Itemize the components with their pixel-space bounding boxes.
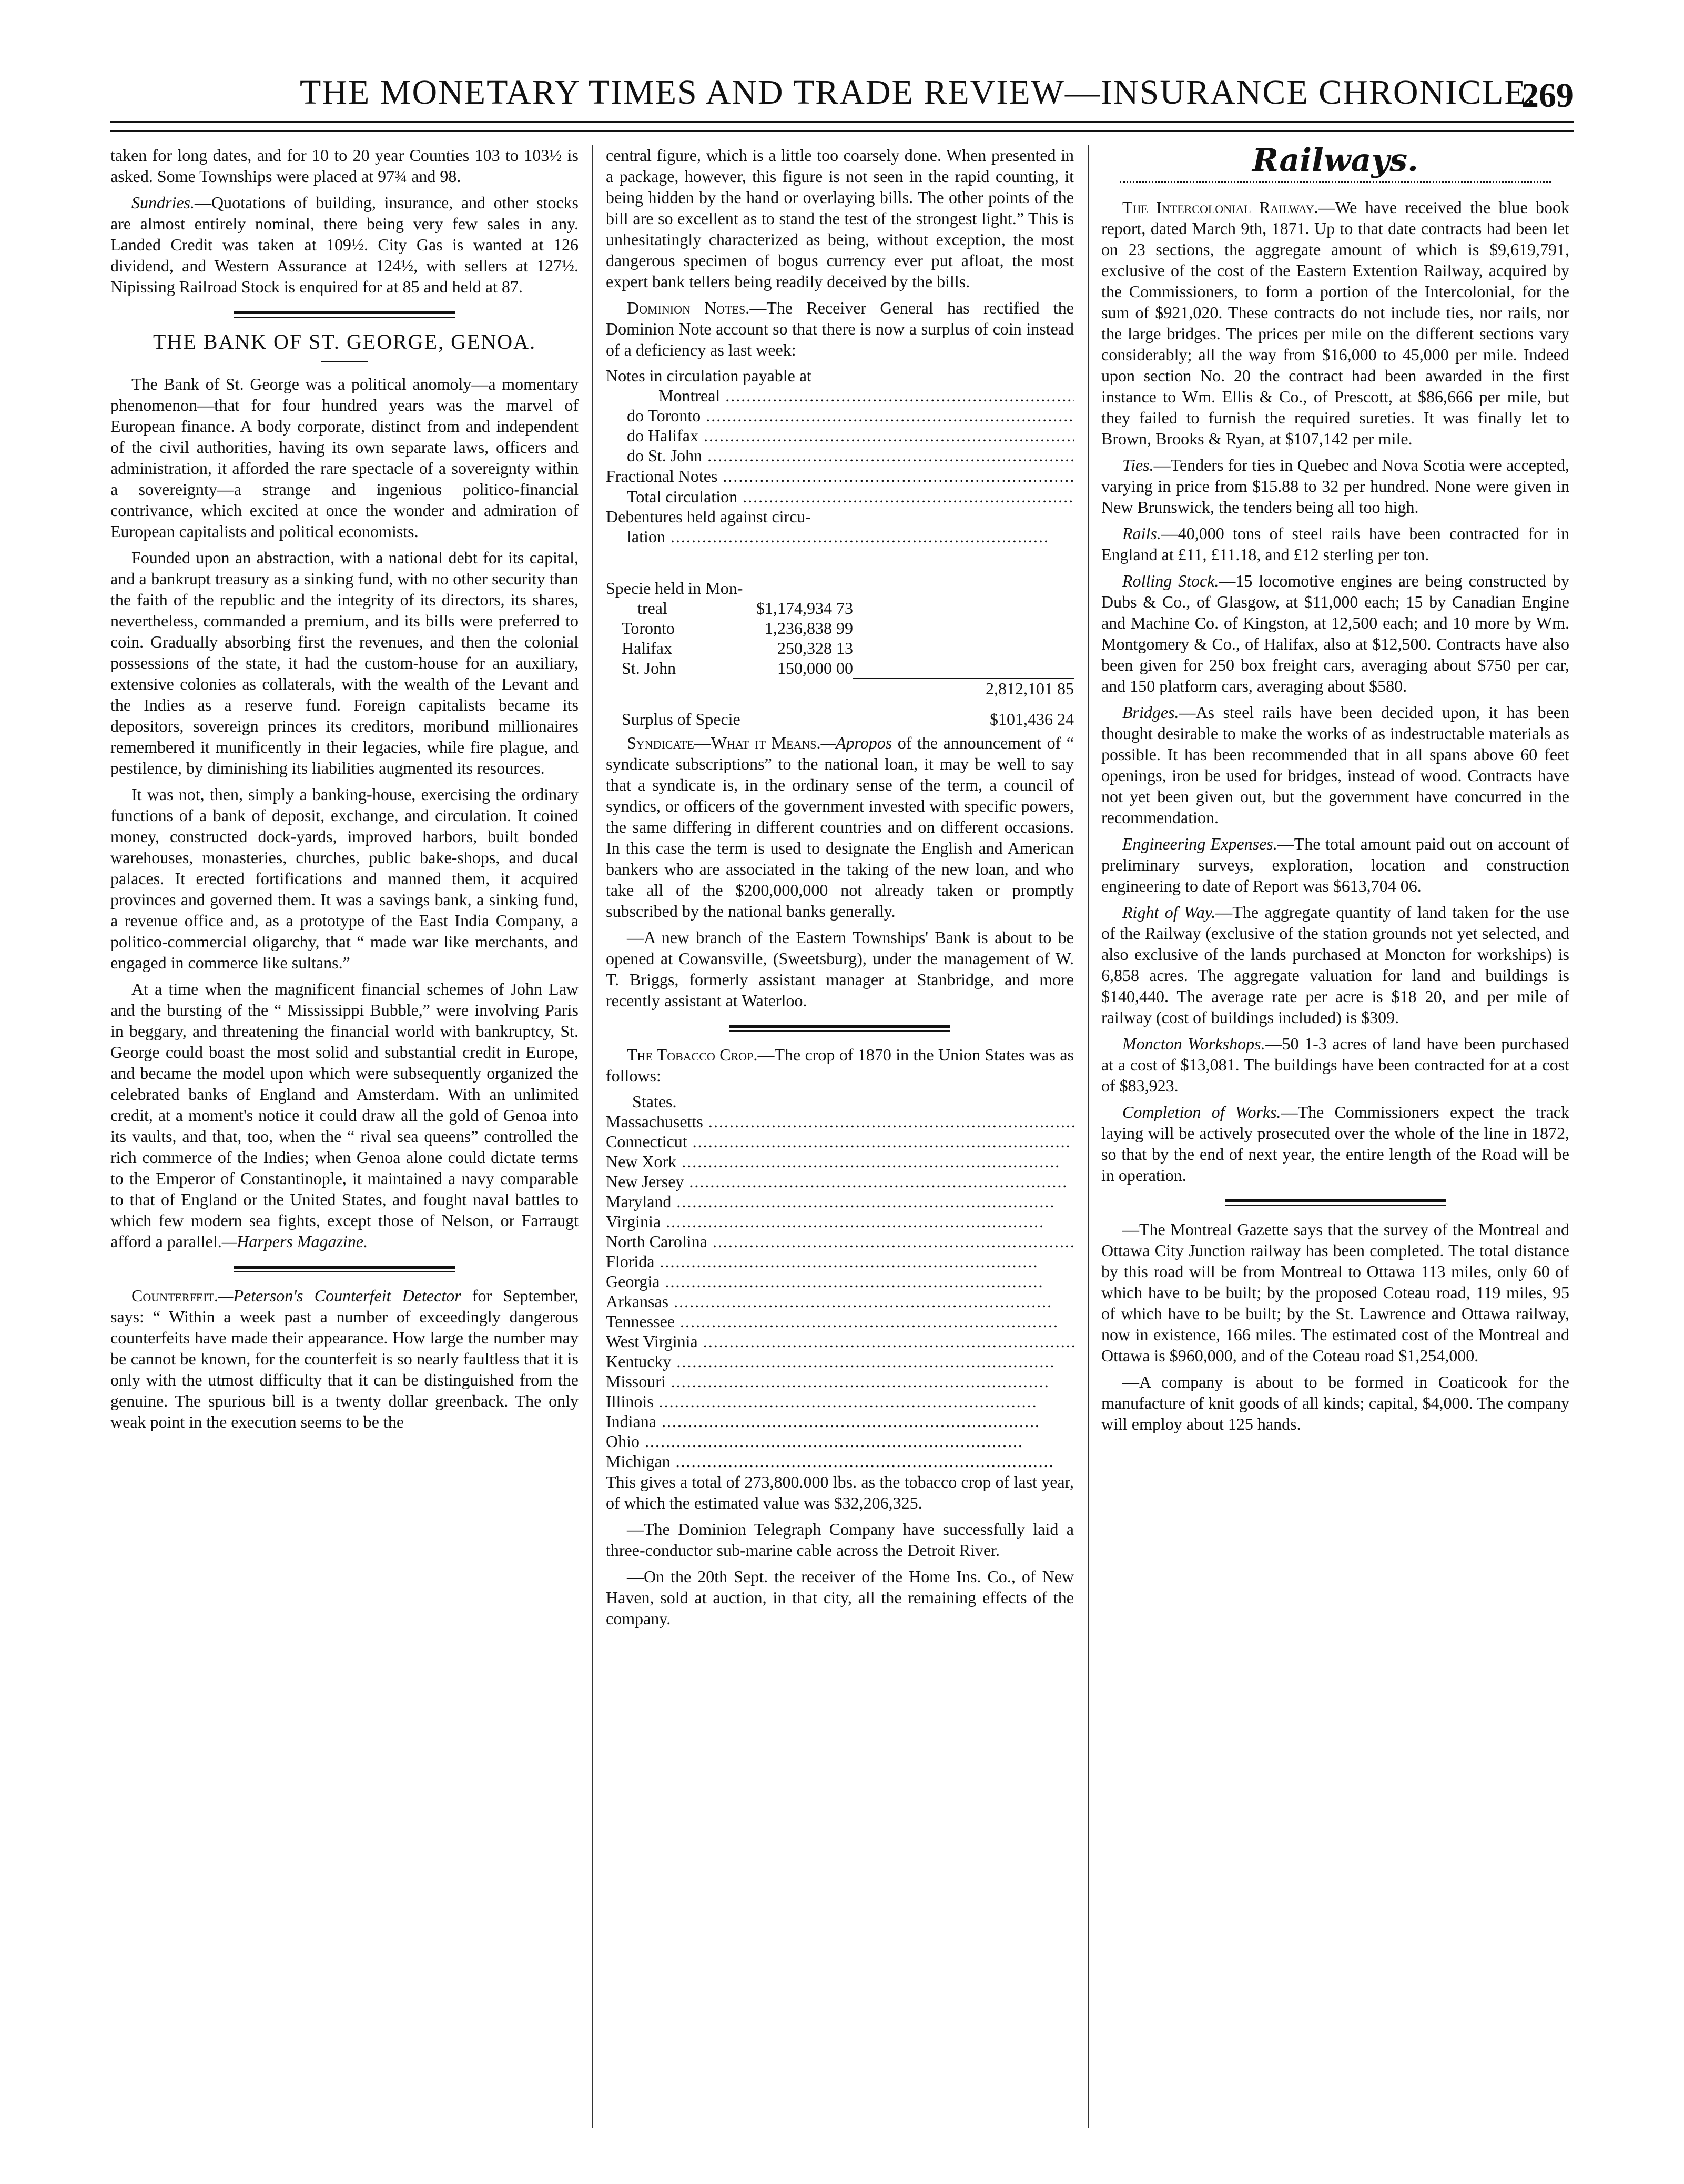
row-value: 1,236,838 99: [765, 619, 853, 638]
table-row: [606, 1291, 1074, 1311]
column-3: [1101, 145, 1569, 2128]
bank-paragraph-4-text: At a time when the magnificent financial schemes of John Law and the bursting of the “ Mississippi Bubble,” were involving Paris in beggary, and threatening the financial world with bankruptcy, St. George could boast the most solid and substantial credit in Europe, and became the model upon which were subsequently organized the celebrated banks of England and Amsterdam. With an unlimited credit, at a moment's notice it could draw all the gold of Genoa into its vaults, and that, too, when the “ rival sea queens” controlled the rich commerce of the Indies; when Genoa alone could dictate terms to the Emperor of Constantinople, it maintained a navy comparable to that of England or the United States, and fought naval battles to which few modern sea fights, except those of Nelson, or Farraugt afford a parallel.: [110, 979, 579, 1251]
row-value: 2,812,101 85: [853, 678, 1074, 699]
row-label: Montreal: [658, 386, 721, 405]
table-row: [606, 709, 1074, 729]
notes-header: Notes in circulation payable at: [606, 366, 811, 385]
section-rule: [729, 1025, 950, 1032]
column-1: [110, 145, 579, 2128]
table-row: [606, 527, 1074, 547]
row-label: Indiana: [606, 1412, 656, 1431]
row-value: $101,436 24: [990, 710, 1074, 729]
sundries-text: —Quotations of building, insurance, and other stocks are almost entirely nominal, there being very few sales in any. Landed Credit was taken at 109½. City Gas is wanted at 126 dividend, and Western Assurance at 124½, with sellers at 127½. Nipissing Railroad Stock is enquired for at 85 and held at 87.: [110, 193, 579, 296]
table-row: [606, 1331, 1074, 1351]
right-of-way-title: Right of Way.: [1122, 903, 1216, 922]
table-row: [606, 466, 1074, 486]
table-row: [606, 426, 1074, 446]
table-row: [606, 386, 1074, 406]
moncton-title: Moncton Workshops.: [1122, 1034, 1265, 1053]
row-label: St. John: [622, 659, 676, 678]
row-label: Maryland: [606, 1192, 672, 1211]
row-label: Specie held in Mon-: [606, 579, 743, 598]
column-divider-2: [1088, 145, 1089, 2128]
dominion-notes-table: [606, 366, 1074, 598]
table-row: [606, 507, 1074, 527]
ties-paragraph: [1101, 454, 1569, 518]
table-row: [606, 598, 1074, 618]
table-row: [606, 558, 1074, 578]
row-label: Surplus of Specie: [622, 710, 740, 729]
gazette-paragraph: —The Montreal Gazette says that the survey of the Montreal and Ottawa City Junction railway has been completed. The total distance by this road will be from Montreal to Ottawa 113 miles, only 60 of which have to be built; by the proposed Coteau road, 119 miles, 95 of which have to be built; by the St. Lawrence and Ottawa railway, now in existence, 166 miles. The estimated cost of the Montreal and Ottawa is $960,000, and of the Coteau road $1,254,000.: [1101, 1220, 1569, 1365]
table-row: [606, 446, 1074, 466]
tobacco-total: This gives a total of 273,800.000 lbs. as the tobacco crop of last year, of which the estimated value was $32,206,325.: [606, 1472, 1074, 1512]
tobacco-title: The Tobacco Crop.: [627, 1045, 758, 1064]
bridges-paragraph: [1101, 702, 1569, 828]
engineering-paragraph: [1101, 833, 1569, 896]
bank-heading: THE BANK OF ST. GEORGE, GENOA.: [153, 330, 536, 353]
dominion-text: —The Receiver General has rectified the Dominion Note account so that there is now a surplus of coin instead of a deficiency as last week:: [606, 298, 1074, 359]
row-value: $1,174,934 73: [756, 599, 853, 618]
bank-paragraph-2: Founded upon an abstraction, with a national debt for its capital, and a bankrupt treasury as a sinking fund, with no other security than the faith of the republic and the integrity of its directors, its shares, nevertheless, commanded a premium, and its bills were preferred to coin. Gradually absorbing first the revenues, and then the colonial possessions of the state, it had the custom-house for an auxiliary, extensive colonies as collaterals, with the wealth of the Levant and the Indies as a reserve fund. Foreign capitalists became its depositors, sovereign princes its creditors, moribund millionaires remembered it munificently in their legacies, while fire plague, and pestilence, by diminishing its liabilities augmented its resources.: [110, 548, 579, 777]
row-label: do St. John: [627, 446, 703, 465]
row-label: Illinois: [606, 1392, 654, 1411]
table-row: [606, 406, 1074, 426]
intercolonial-text: —We have received the blue book report, dated March 9th, 1871. Up to that date contracts had been let on 23 sections, the aggregate amount of which is $9,619,791, exclusive of the cost of the Eastern Extention Railway, acquired by the Commissioners, to form a portion of the Intercolonial, for the sum of $921,020. These contracts do not include ties, nor rails, nor the large bridges. The prices per mile on the different sections vary considerably; all the way from $16,000 to 45,000 per mile. Indeed upon section No. 20 the contract had been awarded in the first instance to Wm. Ellis & Co., of Prescott, at $86,666 per mile, but they failed to furnish the required sureties. It was finally let to Brown, Brooks & Ryan, at $107,142 per mile.: [1101, 198, 1569, 448]
ties-title: Ties.: [1122, 456, 1154, 474]
row-label: Connecticut: [606, 1132, 687, 1151]
table-row: [606, 1131, 1074, 1151]
railways-heading: Railways.: [1252, 145, 1418, 179]
page-number: 269: [1521, 76, 1574, 115]
bank-paragraph-3: It was not, then, simply a banking-house, exercising the ordinary functions of a bank of deposit, exchange, and circulation. It coined money, constructed dock-yards, improved harbors, built bonded warehouses, monasteries, churches, public bake-shops, and ducal palaces. It erected fortifications and manned them, it acquired provinces and governed them. It was a savings bank, a sinking fund, a revenue office and, as a prototype of the East India Company, a politico-commercial oligarchy, that “ made war like merchants, and engaged in commerce like sultans.”: [110, 785, 579, 972]
syndicate-paragraph: [606, 732, 1074, 922]
branch-paragraph: —A new branch of the Eastern Townships' Bank is about to be opened at Cowansville, (Sweetsburg), under the management of W. T. Briggs, formerly assistant manager at Stanbridge, and more recently assistant at Waterloo.: [606, 928, 1074, 1010]
rolling-stock-text: —15 locomotive engines are being constructed by Dubs & Co., of Glasgow, at $11,000 each; 15 by Canadian Engine and Machine Co. of Kingston, at 12,500 each; and 10 more by Wm. Montgomery & Co., of Halifax, also at $12,500. Contracts have also been given for 250 box freight cars, averaging about $750 per car, and 150 platform cars, averaging about $580.: [1101, 571, 1569, 695]
company-paragraph: —A company is about to be formed in Coaticook for the manufacture of knit goods of all kinds; capital, $4,000. The company will employ about 125 hands.: [1101, 1372, 1569, 1433]
row-label: Total circulation: [627, 487, 738, 506]
table-row: [606, 578, 1074, 598]
table-row: [606, 1211, 1074, 1231]
row-label: Kentucky: [606, 1352, 672, 1371]
completion-paragraph: [1101, 1101, 1569, 1186]
table-row: [606, 1431, 1074, 1451]
counterfeit-source: —Peterson's Counterfeit Detector: [218, 1286, 461, 1305]
tobacco-text: —The crop of 1870 in the Union States was as follows:: [606, 1045, 1074, 1085]
table-row: [606, 1111, 1074, 1131]
intercolonial-title: The Intercolonial Railway.: [1122, 198, 1318, 217]
table-row: [606, 1271, 1074, 1291]
row-label: Virginia: [606, 1212, 661, 1231]
row-label: New Jersey: [606, 1172, 684, 1191]
running-head: [110, 68, 1574, 116]
running-head-title: THE MONETARY TIMES AND TRADE REVIEW—INSURANCE CHRONICLE.: [300, 73, 1537, 112]
tobacco-table: [606, 1091, 1074, 1471]
row-label: Debentures held against circu-: [606, 507, 811, 526]
row-value: 250,328 13: [777, 639, 853, 658]
engineering-title: Engineering Expenses.: [1122, 834, 1277, 853]
section-rule: [234, 311, 455, 318]
table-row: [606, 1351, 1074, 1371]
heading-rule: [1120, 181, 1551, 183]
table-row: [606, 658, 1074, 678]
completion-title: Completion of Works.: [1122, 1103, 1281, 1121]
bonds-paragraph: taken for long dates, and for 10 to 20 year Counties 103 to 103½ is asked. Some Townships were placed at 97¾ and 98.: [110, 146, 579, 186]
moncton-text: —50 1-3 acres of land have been purchased at a cost of $13,081. The buildings have been contracted for at a cost of $83,923.: [1101, 1034, 1569, 1095]
table-row: [606, 1311, 1074, 1331]
row-label: Toronto: [622, 619, 675, 638]
telegraph-paragraph: —The Dominion Telegraph Company have successfully laid a three-conductor sub-marine cable across the Detroit River.: [606, 1520, 1074, 1560]
table-row: [606, 1411, 1074, 1431]
rails-title: Rails.: [1122, 524, 1161, 543]
table-row: [606, 1391, 1074, 1411]
table-row: [606, 618, 1074, 638]
table-row: [606, 678, 1074, 699]
syndicate-apropos: —Apropos: [820, 733, 892, 752]
counterfeit-paragraph: [110, 1285, 579, 1432]
bank-paragraph-4: [110, 978, 579, 1252]
table-row: [606, 1251, 1074, 1271]
counterfeit-title: Counterfeit.: [131, 1286, 218, 1305]
right-of-way-text: —The aggregate quantity of land taken for the use of the Railway (exclusive of the station grounds not yet selected, and also exclusive of the lands purchased at Moncton for workships) is 6,858 acres. The aggregate valuation for land and buildings is $140,440. The average rate per acre is $18 20, and per mile of railway (cost of buildings included) is $309.: [1101, 903, 1569, 1027]
syndicate-title: Syndicate—What it Means.: [627, 733, 821, 752]
sundries-title: Sundries.: [131, 193, 195, 212]
column-header: States.: [632, 1092, 677, 1111]
section-rule: [1225, 1199, 1446, 1206]
intercolonial-paragraph: [1101, 197, 1569, 449]
dominion-paragraph: [606, 297, 1074, 360]
rails-text: —40,000 tons of steel rails have been contracted for in England at £11, £11.18, and £12 sterling per ton.: [1101, 524, 1569, 564]
table-row: [606, 1231, 1074, 1251]
row-label: Fractional Notes: [606, 467, 718, 486]
table-row: [606, 1151, 1074, 1171]
row-label: Arkansas: [606, 1292, 669, 1311]
table-row: [606, 486, 1074, 507]
row-label: do Toronto: [627, 406, 701, 425]
bridges-title: Bridges.: [1122, 703, 1179, 722]
moncton-paragraph: [1101, 1033, 1569, 1096]
engineering-text: —The total amount paid out on account of preliminary surveys, exploration, location and construction engineering to date of Report was $613,704 06.: [1101, 834, 1569, 895]
dominion-title: Dominion Notes.: [627, 298, 750, 317]
auction-paragraph: —On the 20th Sept. the receiver of the Home Ins. Co., of New Haven, sold at auction, in that city, all the remaining effects of the company.: [606, 1567, 1074, 1628]
row-label: Ohio: [606, 1432, 640, 1451]
row-label: New Xork: [606, 1152, 677, 1171]
sundries-paragraph: [110, 192, 579, 297]
table-row: [606, 1451, 1074, 1471]
bank-paragraph-1: The Bank of St. George was a political anomoly—a momentary phenomenon—that for four hundred years was the marvel of European finance. A body corporate, distinct from and independent of the civil authorities, having its own separate laws, officers and administration, it afforded the rare spectacle of a sovereignty within a sovereignty—a strange and ingenious politico-financial contrivance, which excited at once the wonder and admiration of European capitalists and political economists.: [110, 375, 579, 541]
bank-source: —Harpers Magazine.: [221, 1232, 368, 1251]
counterfeit-text: for September, says: “ Within a week past a number of exceedingly dangerous counterfeits have made their appearance. How large the number may be cannot be known, for the counterfeit is so nearly faultless that it is only with the utmost difficulty that it can be distinguished from the genuine. The spurious bill is a twenty dollar greenback. The only weak point in the execution seems to be the: [110, 1286, 579, 1431]
row-label: Michigan: [606, 1452, 671, 1471]
row-label: Georgia: [606, 1272, 660, 1291]
rails-paragraph: [1101, 523, 1569, 565]
heading-rule: [321, 361, 368, 362]
row-label: do Halifax: [627, 426, 698, 445]
section-rule: [234, 1266, 455, 1272]
row-value: 150,000 00: [777, 659, 853, 678]
syndicate-text: of the announcement of “ syndicate subscriptions” to the national loan, it may be well to say that a syndicate is, in the ordinary sense of the term, a council of syndics, or officers of the government invested with specific powers, the same differing in different countries and on different occasions. In this case the term is used to designate the English and American bankers who are associated in the taking of the new loan, and who take all of the $200,000,000 not already taken or promptly subscribed by the national banks generally.: [606, 733, 1074, 921]
row-label: Florida: [606, 1252, 655, 1271]
right-of-way-paragraph: [1101, 902, 1569, 1028]
rolling-stock-title: Rolling Stock.: [1122, 571, 1219, 590]
row-label: Halifax: [622, 639, 672, 658]
rolling-stock-paragraph: [1101, 570, 1569, 696]
table-header: [606, 1091, 1074, 1111]
counterfeit-continued: central figure, which is a little too coarsely done. When presented in a package, however, this figure is not seen in the rapid counting, it being hidden by the hand or overlaying bills. The other points of the bill are so excellent as to stand the test of the strongest light.” This is unhesitatingly characterized as being, without exception, the most dangerous specimen of bogus currency ever put afloat, the most expert bank tellers being readily deceived by the bills.: [606, 146, 1074, 291]
row-label: Missouri: [606, 1372, 666, 1391]
row-label: Tennessee: [606, 1312, 675, 1331]
bridges-text: —As steel rails have been decided upon, it has been thought desirable to make the works of as indestructable materials as possible. It has been recommended that in all spans above 60 feet openings, iron be used for bridges, instead of wood. Contracts have not yet been given out, but the government have concurred in the recommendation.: [1101, 703, 1569, 827]
ties-text: —Tenders for ties in Quebec and Nova Scotia were accepted, varying in price from $15.88 to 32 per hundred. None were given in New Brunswick, the tenders being all too high.: [1101, 456, 1569, 517]
completion-text: —The Commissioners expect the track laying will be actively prosecuted over the whole of the line in 1872, so that by the end of next year, the entire length of the Road will be in operation.: [1101, 1103, 1569, 1185]
row-label: North Carolina: [606, 1232, 707, 1251]
column-2: [606, 145, 1074, 2128]
head-rule-thin: [110, 130, 1574, 132]
row-label: lation: [627, 527, 665, 546]
specie-table: [606, 598, 1074, 729]
table-row: [606, 1191, 1074, 1211]
table-row: [606, 1371, 1074, 1391]
tobacco-paragraph: [606, 1044, 1074, 1086]
row-label: West Virginia: [606, 1332, 698, 1351]
row-label: treal: [637, 599, 667, 618]
row-label: Massachusetts: [606, 1112, 703, 1131]
head-rule: [110, 121, 1574, 123]
column-divider-1: [592, 145, 593, 2128]
table-row: [606, 638, 1074, 658]
table-row: [606, 1171, 1074, 1191]
